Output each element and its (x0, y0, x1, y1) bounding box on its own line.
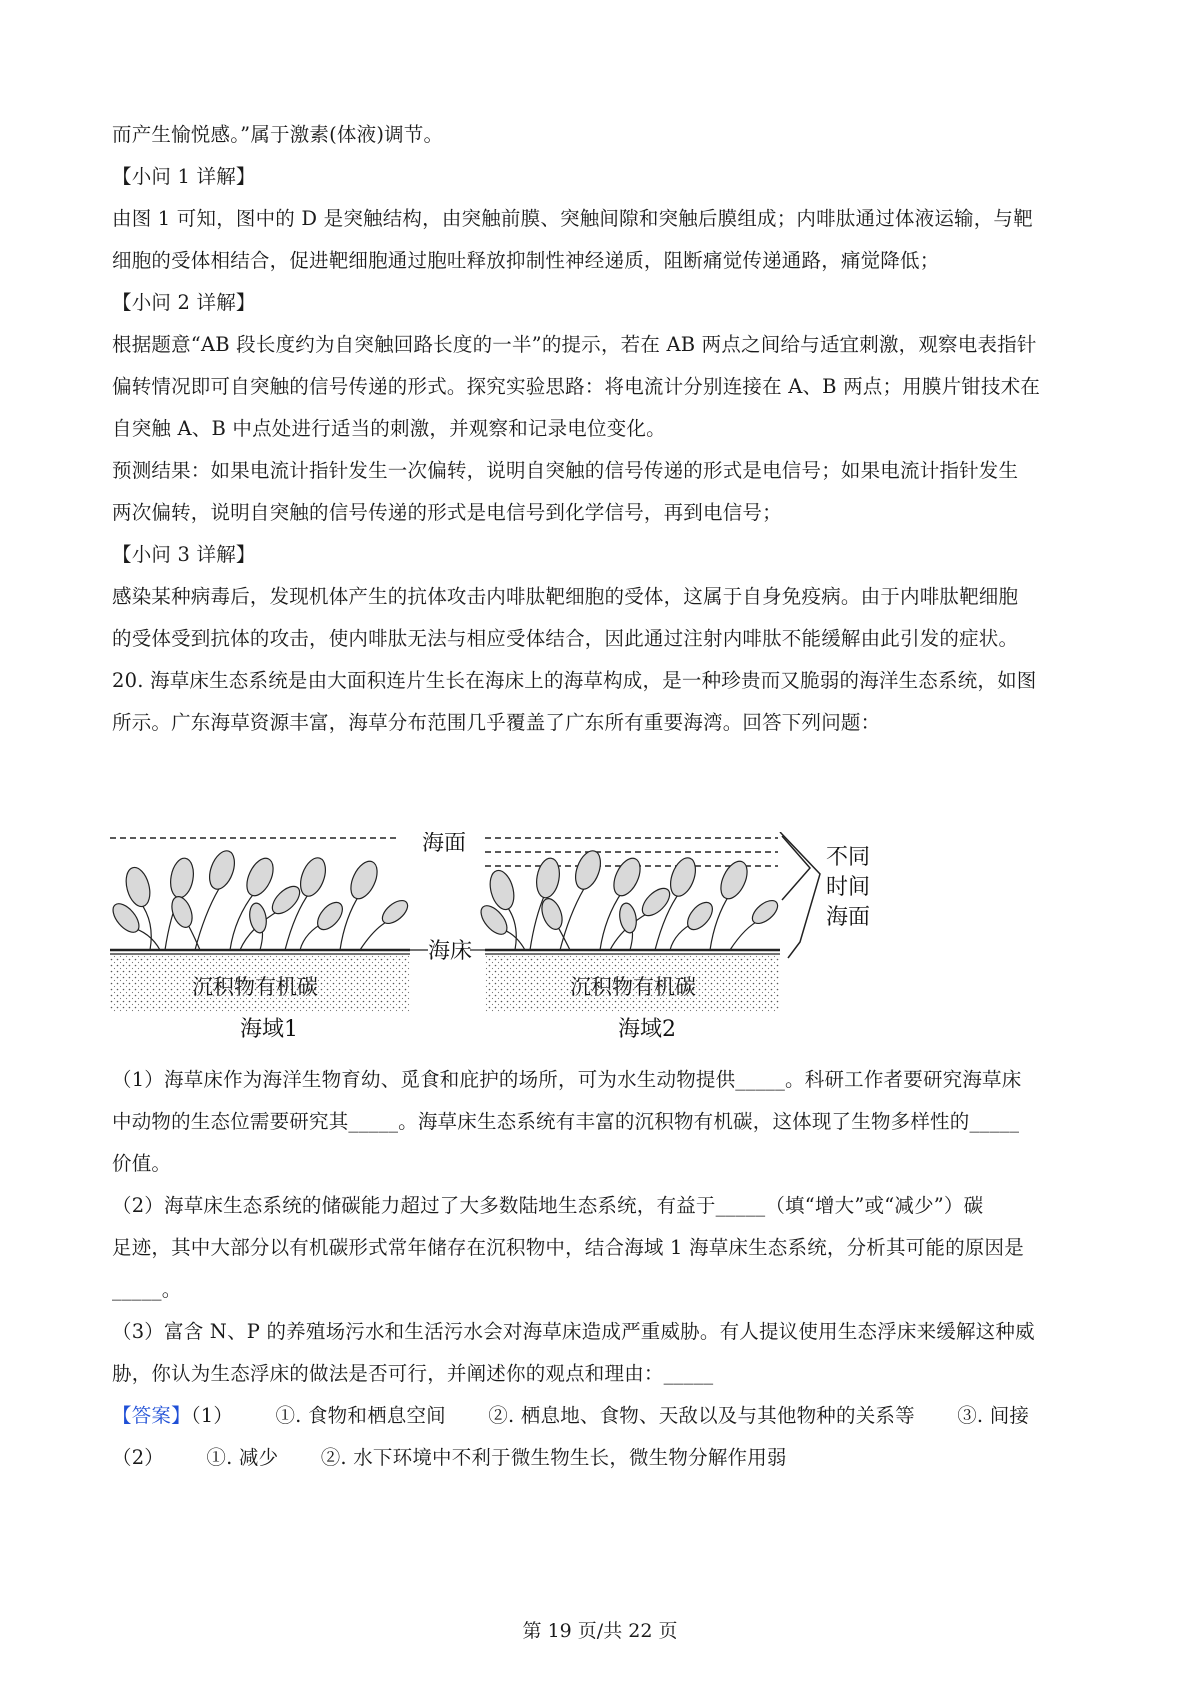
text-line: 的受体受到抗体的攻击，使内啡肽无法与相应受体结合，因此通过注射内啡肽不能缓解由此引发的症状。 (112, 627, 1019, 650)
answer-item: ①. 减少 (206, 1446, 279, 1469)
text-line: 偏转情况即可自突触的信号传递的形式。探究实验思路：将电流计分别连接在 A、B 两点；用膜片钳技术在 (112, 375, 1041, 398)
sediment-label-2: 沉积物有机碳 (570, 975, 696, 999)
text-line: 自突触 A、B 中点处进行适当的刺激，并观察和记录电位变化。 (112, 417, 666, 440)
seagrass-area-1 (110, 847, 412, 950)
sea-surface-label: 海面 (422, 832, 467, 856)
text-line: 细胞的受体相结合，促进靶细胞通过胞吐释放抑制性神经递质，阻断痛觉传递通路，痛觉降低； (112, 249, 940, 272)
time-label-1: 不同 (826, 845, 871, 870)
answer-item: ③. 间接 (957, 1404, 1030, 1427)
time-label-3: 海面 (826, 905, 871, 930)
seagrass-area-2 (476, 847, 781, 950)
answer-item: ②. 栖息地、食物、天敌以及与其他物种的关系等 (488, 1404, 915, 1427)
sediment-label-1: 沉积物有机碳 (192, 975, 318, 999)
area-label-2: 海域2 (618, 1017, 676, 1042)
sub-question-2: （2）海草床生态系统的储碳能力超过了大多数陆地生态系统，有益于_____（填“增大”或“减少”）碳 (112, 1194, 984, 1217)
section-heading: 【小问 3 详解】 (112, 543, 256, 566)
time-bracket (782, 836, 810, 900)
time-label-2: 时间 (826, 875, 871, 900)
answer-label: 【答案】 (112, 1404, 191, 1427)
answer-part: （1） (190, 1404, 234, 1427)
text-line: 价值。 (112, 1152, 172, 1175)
text-line: 感染某种病毒后，发现机体产生的抗体攻击内啡肽靶细胞的受体，这属于自身免疫病。由于内啡肽靶细胞 (112, 585, 1019, 608)
seagrass-figure (110, 832, 960, 1058)
answer-row-1 (112, 1402, 1029, 1430)
text-line: 根据题意“AB 段长度约为自突触回路长度的一半”的提示，若在 AB 两点之间给与适宜刺激，观察电表指针 (112, 333, 1037, 356)
text-line: 预测结果：如果电流计指针发生一次偏转，说明自突触的信号传递的形式是电信号；如果电流计指针发生 (112, 459, 1019, 482)
section-heading: 【小问 2 详解】 (112, 291, 256, 314)
answer-item: ①. 食物和栖息空间 (275, 1404, 446, 1427)
seabed-label: 海床 (428, 939, 473, 964)
answer-part: （2） (112, 1446, 165, 1469)
page-footer: 第 19 页/共 22 页 (522, 1620, 678, 1642)
area-label-1: 海域1 (240, 1017, 298, 1042)
answer-item: ②. 水下环境中不利于微生物生长，微生物分解作用弱 (320, 1446, 787, 1469)
sub-question-3: （3）富含 N、P 的养殖场污水和生活污水会对海草床造成严重威胁。有人提议使用生态浮床来缓解这种威 (112, 1320, 1035, 1343)
text-line: 足迹，其中大部分以有机碳形式常年储存在沉积物中，结合海域 1 海草床生态系统，分析其可能的原因是 (112, 1236, 1024, 1259)
text-line: 所示。广东海草资源丰富，海草分布范围几乎覆盖了广东所有重要海湾。回答下列问题： (112, 711, 881, 734)
question-20-line: 20. 海草床生态系统是由大面积连片生长在海床上的海草构成，是一种珍贵而又脆弱的海洋生态系统，如图 (112, 669, 1037, 692)
text-line: 胁，你认为生态浮床的做法是否可行，并阐述你的观点和理由：_____ (112, 1362, 714, 1385)
text-line: 两次偏转，说明自突触的信号传递的形式是电信号到化学信号，再到电信号； (112, 501, 782, 524)
text-line: 中动物的生态位需要研究其_____。海草床生态系统有丰富的沉积物有机碳，这体现了生物多样性的_____ (112, 1110, 1020, 1133)
answer-row-2 (112, 1444, 787, 1472)
text-line: 而产生愉悦感。”属于激素(体液)调节。 (112, 123, 444, 146)
sub-question-1: （1）海草床作为海洋生物育幼、觅食和庇护的场所，可为水生动物提供_____。科研工作者要研究海草床 (112, 1068, 1022, 1091)
text-line: _____。 (112, 1278, 182, 1301)
section-heading: 【小问 1 详解】 (112, 165, 256, 188)
text-line: 由图 1 可知，图中的 D 是突触结构，由突触前膜、突触间隙和突触后膜组成；内啡肽通过体液运输，与靶 (112, 207, 1033, 230)
